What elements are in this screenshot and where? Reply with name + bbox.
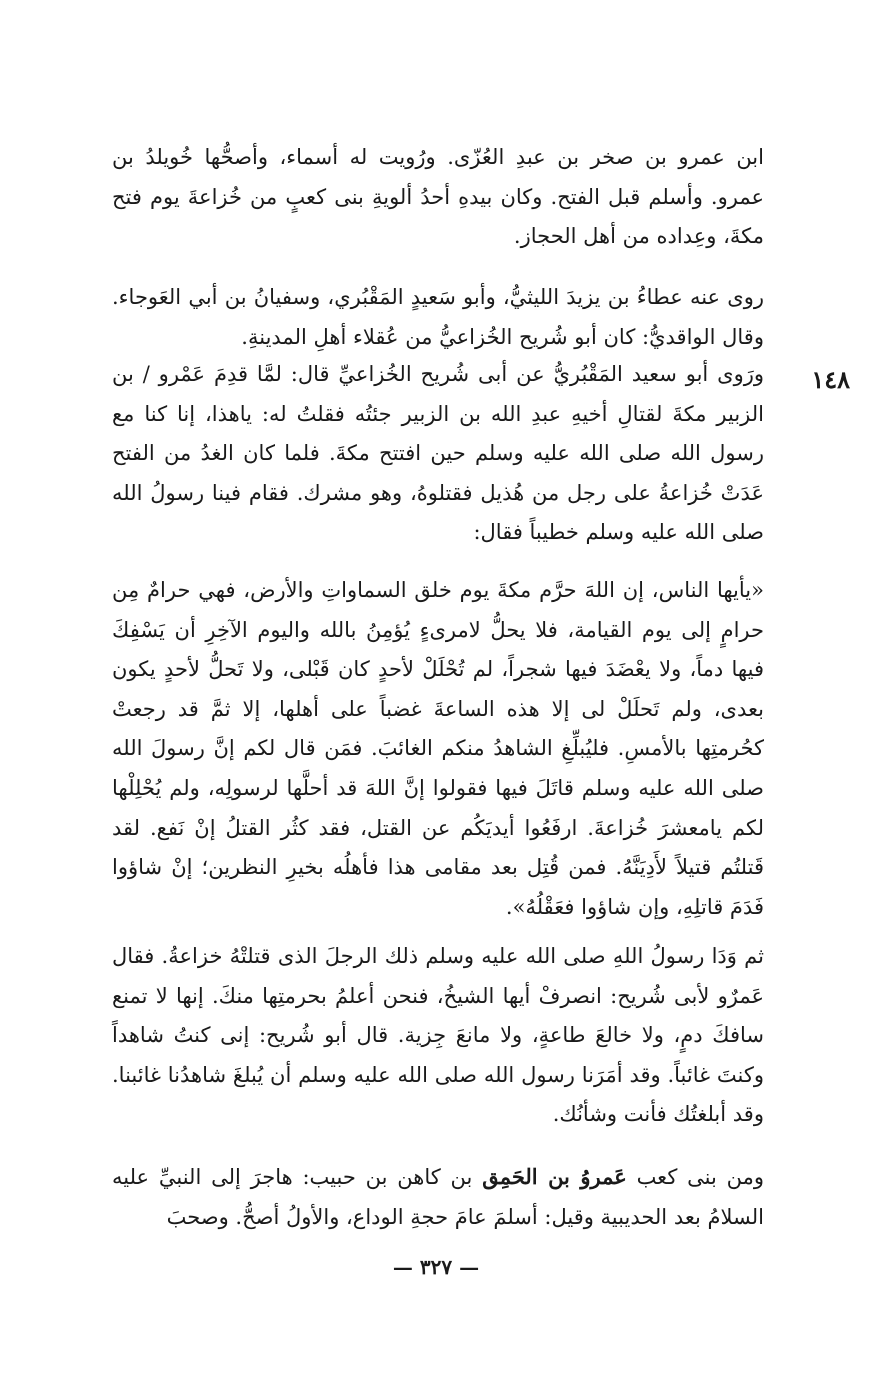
paragraph-5: ثم وَدَا رسولُ اللهِ صلى الله عليه وسلم ذلك الرجلَ الذى قتلتْهُ خزاعةُ. فقال عَمرٌو لأبى شُريح: انصرفْ أيها الشيخُ، فنحن أعلمُ بحرمتِها منكَ. إنها لا تمنع سافكَ دمٍ، ولا خالعَ طاعةٍ، ولا مانعَ جِزية. قال أبو شُريح: إنى كنتُ شاهداً وكنتَ غائباً. وقد أمَرَنا رسول الله صلى الله عليه وسلم أن يُبلغَ شاهدُنا غائبنا. وقد أبلغتُك فأنت وشأنُك. <box>112 944 764 1127</box>
page-number: — ٣٢٧ — <box>392 1255 480 1279</box>
paragraph-1: ابن عمرو بن صخر بن عبدِ العُزّى. ورُويت له أسماء، وأصحُّها خُويلدُ بن عمرو. وأسلم قبل الفتح. وكان بيدهِ أحدُ ألويةِ بنى كعبٍ من خُزاعةَ يوم فتح مكةَ، وعِداده من أهل الحجاز. <box>112 145 764 249</box>
paragraph-6 <box>112 1157 764 1237</box>
paragraph-6-suffix: بن كاهن بن حبيب: هاجرَ إلى النبيِّ عليه السلامُ بعد الحديبية وقيل: أسلمَ عامَ حجةِ الوداع، والأولُ أصحُّ. وصحبَ <box>112 1165 764 1229</box>
margin-reference-number: ١٤٨ <box>811 365 850 394</box>
paragraph-2: روى عنه عطاءُ بن يزيدَ الليثيُّ، وأبو سَعيدٍ المَقْبُري، وسفيانُ بن أبي العَوجاء. وقال الواقديُّ: كان أبو شُريح الخُزاعيُّ من عُقلاء أهلِ المدينةِ. <box>112 285 764 349</box>
paragraph-4-quotation: «يأيها الناس، إن اللهَ حرَّم مكةَ يوم خلق السماواتِ والأرض، فهي حرامٌ مِن حرامٍ إلى يوم القيامة، فلا يحلُّ لامرىءٍ يُؤمِنُ بالله واليوم الآخِرِ أن يَسْفِكَ فيها دماً، ولا يعْضَدَ فيها شجراً، لم تُحْلَلْ لأحدٍ كان قَبْلى، ولا تَحلُّ لأحدٍ يكون بعدى، ولم تَحلَلْ لى إلا هذه الساعةَ غضباً على أهلها، إلا ثمَّ قد رجعتْ كحُرمتِها بالأمسِ. فليُبلِّغِ الشاهدُ منكم الغائبَ. فمَن قال لكم إنَّ رسولَ الله صلى الله عليه وسلم قاتَلَ فيها فقولوا إنَّ اللهَ قد أحلَّها لرسولِه، ولم يُحْلِلْها لكم يامعشرَ خُزاعةَ. ارفَعُوا أيديَكُم عن القتل، فقد كثُر القتلُ إنْ نَفع. لقد قَتلتُم قتيلاً لأَدِيَنَّهُ. فمن قُتِل بعد مقامى هذا فأهلُه بخيرِ النظرين؛ إنْ شاؤوا فَدَمَ قاتلِهِ، وإن شاؤوا فعَقْلُهُ». <box>112 578 764 919</box>
person-name-heading: عَمروُ بن الحَمِق <box>482 1164 627 1189</box>
paragraph-6-prefix: ومن بنى كعب <box>636 1165 764 1189</box>
paragraph-3: ورَوى أبو سعيد المَقْبُريُّ عن أبى شُريح الخُزاعيِّ قال: لمَّا قدِمَ عَمْرو / بن الزبير مكةَ لقتالِ أخيهِ عبدِ الله بن الزبير جئتُه فقلتُ له: ياهذا، إنا كنا مع رسول الله صلى الله عليه وسلم حين افتتح مكةَ. فلما كان الغدُ من الفتح عَدَتْ خُزاعةُ على رجل من هُذيل فقتلوهُ، وهو مشرك. فقام فينا رسولُ الله صلى الله عليه وسلم خطيباً فقال: <box>112 362 764 545</box>
